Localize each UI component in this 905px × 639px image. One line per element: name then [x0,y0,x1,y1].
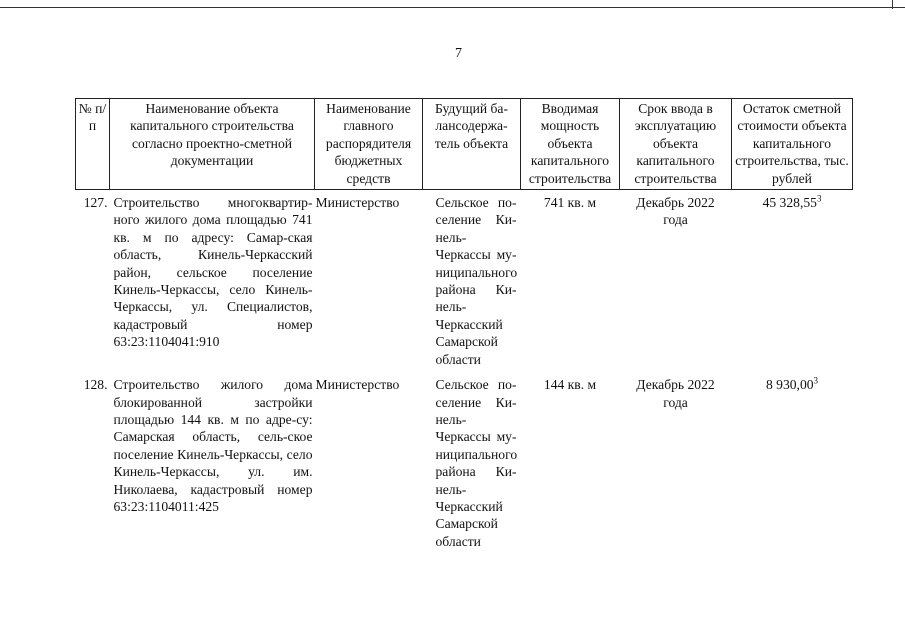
scan-border-mark [892,0,893,9]
row-capacity: 741 кв. м [543,195,597,211]
row-cost-value: 45 328,55 [762,195,817,211]
row-ministry: Министерство [315,195,400,211]
scan-border-line [0,7,905,8]
row-remaining-cost [732,194,853,368]
row-object-name: Строительство жилого дома блокированной застройки площадью 144 кв. м по адре-су: Самарская область, сель-ское поселение Кинель-Черкассы, село Кинель-Черкассы, ул. им. Николаева, кадастровый номер 63:23:1104011:425 [113,377,313,514]
table-row [76,194,853,368]
header-term: Срок ввода в эксплуатацию объекта капитального строительства [620,99,732,190]
header-cost: Остаток сметной стоимости объекта капитального строительства, тыс. рублей [732,99,853,190]
row-commission-term: Декабрь 2022 года [636,195,715,228]
header-capacity: Вводимая мощность объекта капитального строительства [521,99,620,190]
row-cost-footnote: 3 [816,193,822,204]
row-cost-footnote: 3 [813,375,819,386]
header-name: Наименование объекта капитального строительства согласно проектно-сметной документации [110,99,315,190]
row-num: 127. [83,195,108,211]
header-num: № п/п [76,99,110,190]
row-cost-value: 8 930,00 [765,377,814,393]
row-remaining-cost [732,376,853,550]
page-number: 7 [455,46,462,61]
construction-objects-table [75,98,853,550]
header-holder: Будущий ба-лансодержа-тель объекта [423,99,521,190]
row-commission-term: Декабрь 2022 года [636,377,715,410]
table-row [76,376,853,550]
header-ministry: Наименование главного распорядителя бюджетных средств [315,99,423,190]
table-header-row [76,99,853,190]
row-balance-holder: Сельское по-селение Ки-нель-Черкассы му-ниципального района Ки-нель-Черкасский Самарской области [435,195,518,367]
row-capacity: 144 кв. м [543,377,597,393]
row-ministry: Министерство [315,377,400,393]
row-num: 128. [83,377,108,393]
row-balance-holder: Сельское по-селение Ки-нель-Черкассы му-ниципального района Ки-нель-Черкасский Самарской области [435,377,518,549]
row-object-name: Строительство многоквартир-ного жилого дома площадью 741 кв. м по адресу: Самар-ская область, Кинель-Черкасский район, сельское поселение Кинель-Черкассы, село Кинель-Черкассы, ул. Специалистов, кадастровый номер 63:23:1104041:910 [113,195,313,350]
